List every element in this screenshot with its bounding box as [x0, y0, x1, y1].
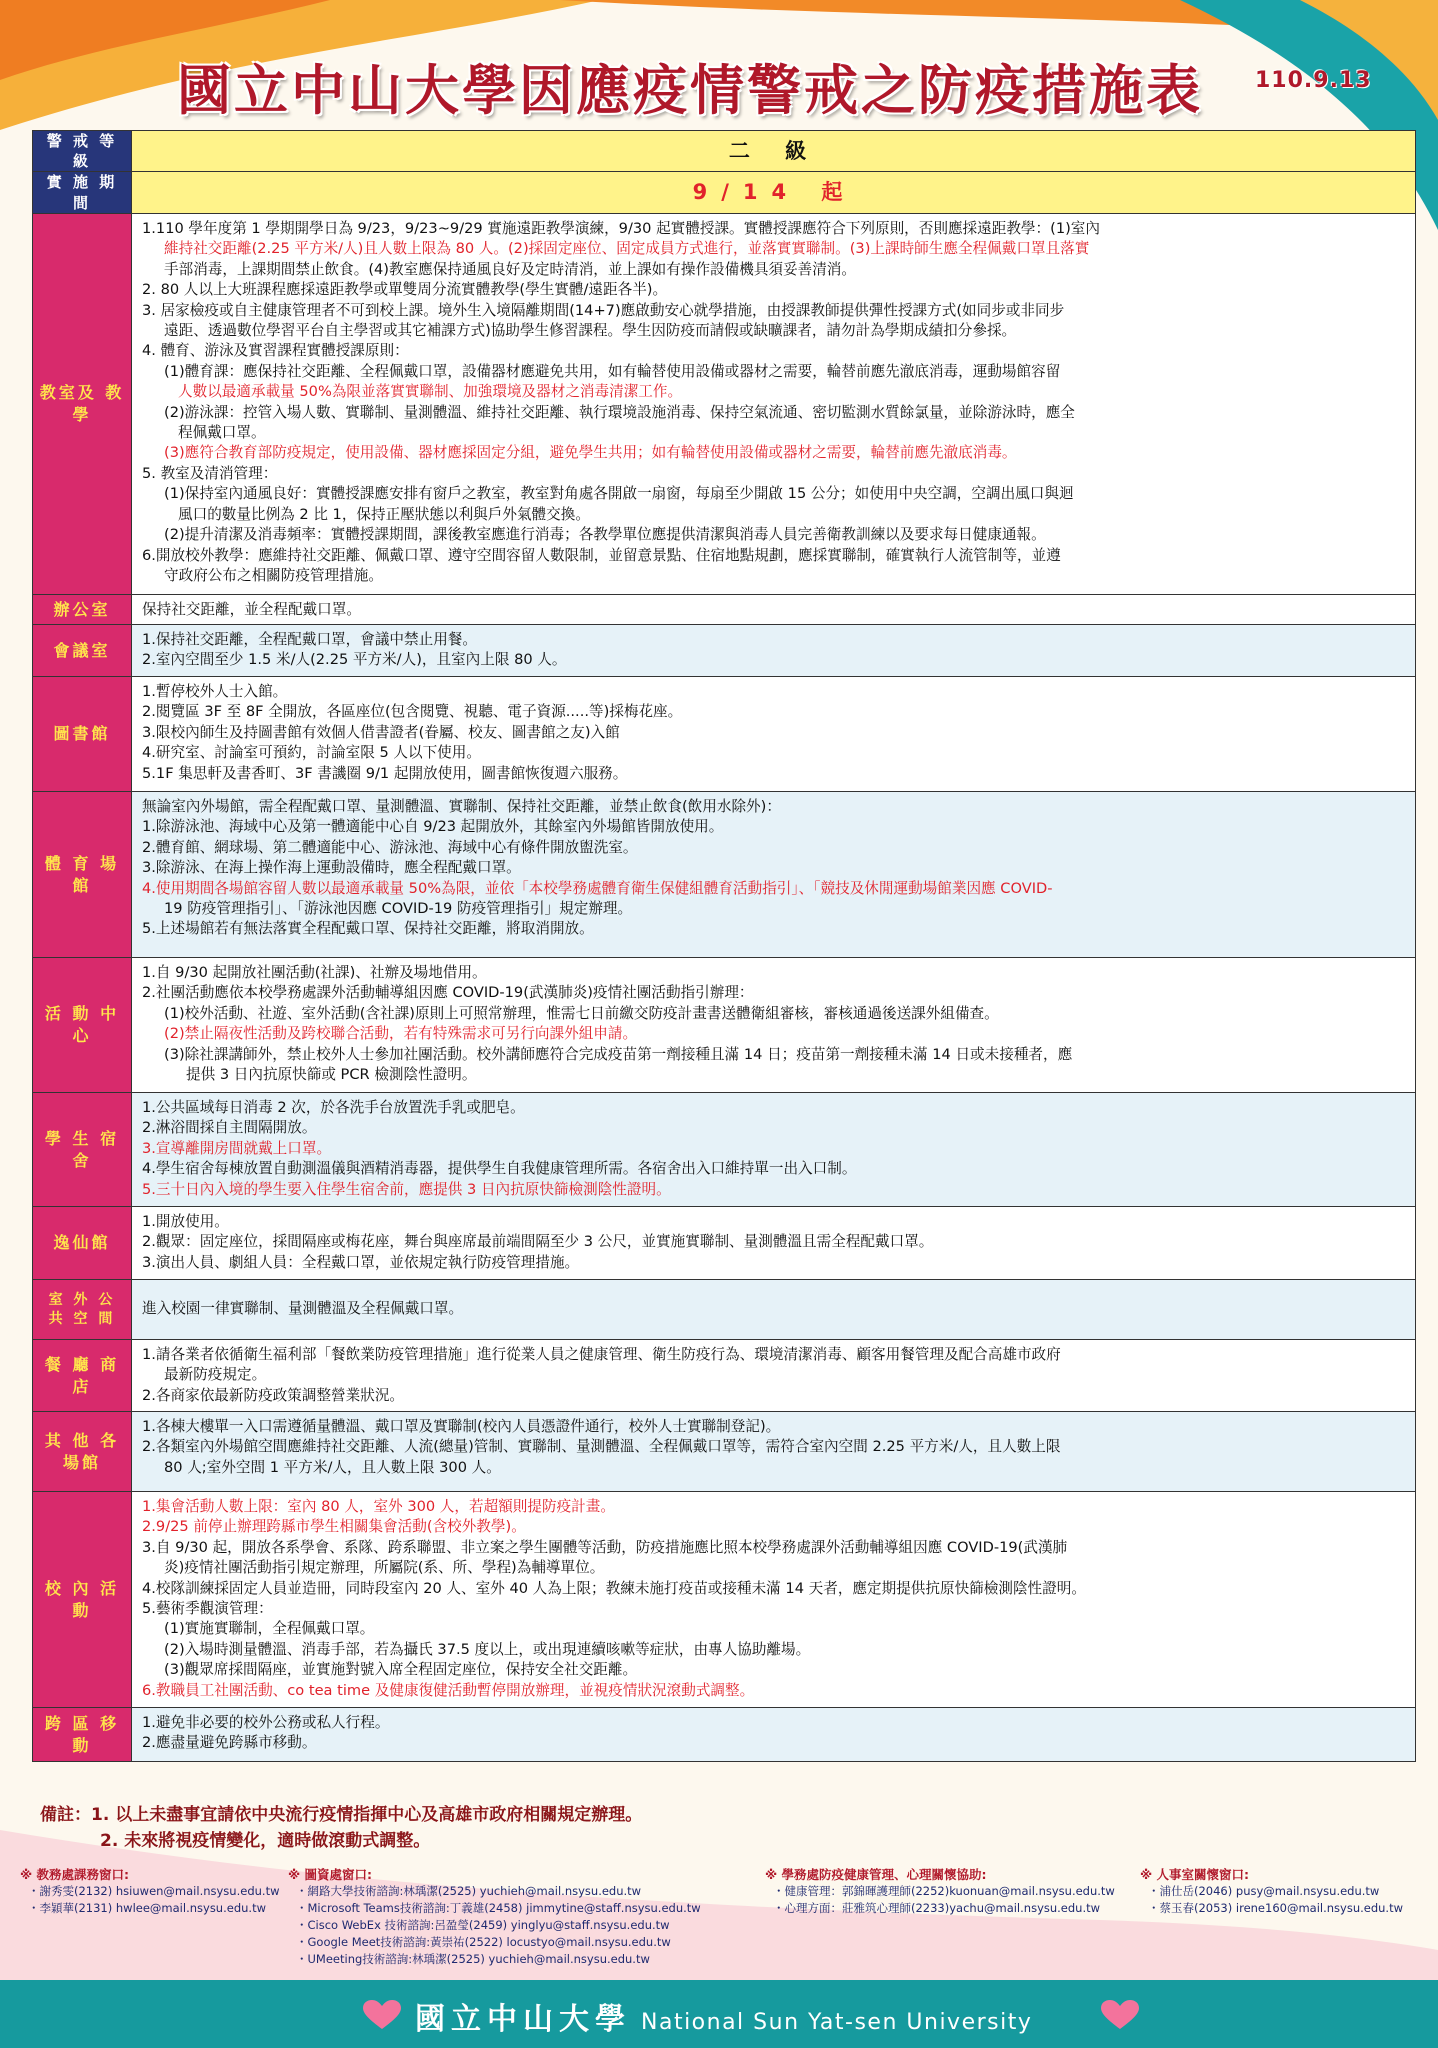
footer-name-en: National Sun Yat-sen University [641, 2010, 1033, 2035]
dorm-line-4: 4.學生宿舍每棟放置自動測溫儀與酒精消毒器，提供學生自我健康管理所需。各宿舍出入口維持單一出入口制。 [142, 1160, 857, 1178]
label-classroom: 教室及 教 學 [33, 214, 132, 594]
yatsen-line-1: 1.開放使用。 [142, 1213, 229, 1230]
cross-line-1: 1.避免非必要的校外公務或私人行程。 [142, 1714, 390, 1731]
row-dormitory [32, 1093, 1416, 1207]
contact-line: ・李穎華(2131) hwlee@mail.nsysu.edu.tw [28, 1901, 266, 1915]
library-line-2: 2.閱覽區 3F 至 8F 全開放，各區座位(包含閱覽、視聽、電子資源.....等)採梅花座。 [142, 703, 683, 721]
classroom-line-12: (3)應符合教育部防疫規定，使用設備、器材應採固定分組，避免學生共用；如有輪替使用設備或器材之需要，輪替前應先澈底消毒。 [164, 444, 1017, 462]
sports-line-1: 無論室內外場館，需全程配戴口罩、量測體溫、實聯制、保持社交距離，並禁止飲食(飲用水除外)： [142, 798, 781, 815]
restaurant-line-3: 2.各商家依最新防疫政策調整營業狀況。 [142, 1386, 405, 1404]
row-restaurants [32, 1340, 1416, 1412]
sports-line-2: 1.除游泳池、海域中心及第一體適能中心自 9/23 起開放外，其餘室內外場館皆開放使用。 [142, 818, 724, 836]
label-alert-level: 警 戒 等 級 [33, 131, 132, 171]
contact-line: ・健康管理：郭錦暉護理師(2252)kuonuan@mail.nsysu.edu.tw [773, 1884, 1115, 1898]
campus-line-1: 1.集會活動人數上限：室內 80 人，室外 300 人，若超額則提防疫計畫。 [142, 1498, 615, 1515]
activity-line-2: 2.社團活動應依本校學務處課外活動輔導組因應 COVID-19(武漢肺炎)疫情社團活動指引辦理： [142, 984, 754, 1002]
classroom-line-18: 守政府公布之相關防疫管理措施。 [164, 566, 383, 584]
cross-line-2: 2.應盡量避免跨縣市移動。 [142, 1734, 317, 1752]
footer-university-name [415, 1994, 1032, 2038]
activity-center-content [132, 958, 1415, 1092]
library-line-5: 5.1F 集思軒及書香町、3F 書譏圈 9/1 起開放使用，圖書館恢復週六服務。 [142, 764, 628, 782]
label-sports: 體 育 場 館 [33, 792, 132, 957]
yatsen-line-3: 3.演出人員、劇組人員：全程戴口罩，並依規定執行防疫管理措施。 [142, 1253, 580, 1271]
row-sports [32, 792, 1416, 958]
contact-line: ・心理方面：莊雅筑心理師(2233)yachu@mail.nsysu.edu.tw [773, 1901, 1101, 1915]
sports-line-3: 2.體育館、網球場、第二體適能中心、游泳池、海域中心有條件開放盥洗室。 [142, 838, 638, 856]
row-office [32, 595, 1416, 625]
contact-personnel-heading: ※ 人事室關懷窗口: [1140, 1867, 1250, 1882]
classroom-line-17: 6.開放校外教學：應維持社交距離、佩戴口罩、遵守空間容留人數限制，並留意景點、住宿地點規劃，應採實聯制，確實執行人流管制等，並遵 [142, 546, 1061, 564]
classroom-line-7: 4. 體育、游泳及實習課程實體授課原則： [142, 342, 409, 360]
sports-line-4: 3.除游泳、在海上操作海上運動設備時，應全程配戴口罩。 [142, 859, 521, 877]
dorm-line-2: 2.淋浴間採自主間隔開放。 [142, 1119, 317, 1137]
measures-table [32, 130, 1416, 1762]
office-line-1: 保持社交距離，並全程配戴口罩。 [142, 601, 361, 618]
classroom-line-16: (2)提升清潔及消毒頻率：實體授課期間，課後教室應進行消毒；各教學單位應提供清潔與消毒人員完善衛教訓練以及要求每日健康通報。 [164, 526, 1046, 544]
other-venues-content [132, 1412, 1415, 1491]
classroom-line-11: 程佩戴口罩。 [178, 424, 266, 442]
label-office: 辦公室 [33, 595, 132, 624]
dormitory-content [132, 1093, 1415, 1206]
header [0, 0, 1438, 125]
footer [0, 1980, 1438, 2048]
meeting-room-content [132, 625, 1415, 676]
row-other-venues [32, 1412, 1416, 1492]
label-dormitory: 學 生 宿 舍 [33, 1093, 132, 1206]
contact-line: ・Google Meet技術諮詢:黃崇祐(2522) locustyo@mail.nsysu.edu.tw [296, 1935, 671, 1949]
library-line-1: 1.暫停校外人士入館。 [142, 683, 288, 700]
classroom-line-5: 3. 居家檢疫或自主健康管理者不可到校上課。境外生入境隔離期間(14+7)應啟動安心就學措施，由授課教師提供彈性授課方式(如同步或非同步 [142, 301, 1065, 319]
classroom-line-4: 2. 80 人以上大班課程應採遠距教學或單雙周分流實體教學(學生實體/遠距各半)。 [142, 281, 668, 299]
restaurant-line-1: 1.請各業者依循衛生福利部「餐飲業防疫管理措施」進行從業人員之健康管理、衛生防疫行為、環境清潔消毒、顧客用餐管理及配合高雄市政府 [142, 1346, 1061, 1363]
label-cross-region: 跨 區 移 動 [33, 1708, 132, 1761]
sports-line-6: 19 防疫管理指引」、「游泳池因應 COVID-19 防疫管理指引」規定辦理。 [164, 900, 633, 918]
row-cross-region [32, 1708, 1416, 1762]
sports-content [132, 792, 1415, 957]
sports-line-7: 5.上述場館若有無法落實全程配戴口罩、保持社交距離，將取消開放。 [142, 920, 594, 938]
remarks [40, 1802, 642, 1854]
row-period [32, 172, 1416, 214]
outdoor-line-1: 進入校園一律實聯制、量測體溫及全程佩戴口罩。 [142, 1300, 464, 1318]
row-activity-center [32, 958, 1416, 1093]
period-value: 9/14 起 [132, 172, 1415, 213]
dorm-line-5: 5.三十日內入境的學生要入住學生宿舍前，應提供 3 日內抗原快篩檢測陰性證明。 [142, 1180, 671, 1198]
library-line-3: 3.限校內師生及持圖書館有效個人借書證者(眷屬、校友、圖書館之友)入館 [142, 723, 620, 741]
contact-student-affairs [765, 1866, 1115, 1917]
classroom-line-3: 手部消毒，上課期間禁止飲食。(4)教室應保持通風良好及定時清消，並上課如有操作設備機具須妥善清消。 [164, 260, 856, 278]
campus-line-6: 5.藝術季觀演管理： [142, 1600, 273, 1618]
library-content [132, 677, 1415, 791]
label-outdoor-space: 室 外 公 共 空 間 [33, 1280, 132, 1339]
classroom-line-1: 1.110 學年度第 1 學期開學日為 9/23，9/23~9/29 實施遠距教學演練，9/30 起實體授課。實體授課應符合下列原則，否則應採遠距教學：(1)室內 [142, 220, 1100, 237]
issue-date: 110.9.13 [1255, 68, 1372, 93]
classroom-line-2: 維持社交距離(2.25 平方米/人)且人數上限為 80 人。(2)採固定座位、固定成員方式進行，並落實實聯制。(3)上課時師生應全程佩戴口罩且落實 [164, 240, 1090, 258]
activity-line-6: 提供 3 日內抗原快篩或 PCR 檢測陰性證明。 [186, 1066, 477, 1084]
remark-2: 2. 未來將視疫情變化，適時做滾動式調整。 [100, 1831, 431, 1851]
contact-personnel [1140, 1866, 1403, 1917]
label-other-venues: 其 他 各場館 [33, 1412, 132, 1491]
label-campus-activities: 校 內 活 動 [33, 1492, 132, 1707]
restaurant-line-2: 最新防疫規定。 [164, 1366, 267, 1384]
library-line-4: 4.研究室、討論室可預約，討論室限 5 人以下使用。 [142, 744, 481, 762]
other-line-2: 2.各類室內外場館空間應維持社交距離、人流(總量)管制、實聯制、量測體溫、全程佩戴口罩等，需符合室內空間 2.25 平方米/人，且人數上限 [142, 1438, 1061, 1456]
heart-icon [1100, 2000, 1140, 2030]
alert-level-value: 二 級 [132, 131, 1415, 171]
classroom-line-15: 風口的數量比例為 2 比 1，保持正壓狀態以利與戶外氣體交換。 [178, 505, 590, 523]
row-library [32, 677, 1416, 792]
contact-academic [20, 1866, 279, 1917]
campus-line-4: 炎)疫情社團活動指引規定辦理，所屬院(系、所、學程)為輔導單位。 [164, 1559, 605, 1577]
row-alert-level [32, 130, 1416, 172]
classroom-line-8: (1)體育課：應保持社交距離、全程佩戴口罩，設備器材應避免共用，如有輪替使用設備或器材之需要，輪替前應先澈底消毒，運動場館容留 [164, 362, 1061, 380]
footer-name-zh: 國立中山大學 [415, 2002, 631, 2037]
classroom-line-9: 人數以最適承載量 50%為限並落實實聯制、加強環境及器材之消毒清潔工作。 [178, 383, 683, 401]
meeting-line-2: 2.室內空間至少 1.5 米/人(2.25 平方米/人)，且室內上限 80 人。 [142, 651, 567, 669]
activity-line-5: (3)除社課講師外，禁止校外人士參加社團活動。校外講師應符合完成疫苗第一劑接種且滿 14 日；疫苗第一劑接種未滿 14 日或未接種者，應 [164, 1045, 1073, 1063]
campus-line-10: 6.教職員工社團活動、co tea time 及健康復健活動暫停開放辦理，並視疫情狀況滾動式調整。 [142, 1681, 755, 1699]
campus-line-3: 3.自 9/30 起，開放各系學會、系隊、跨系聯盟、非立案之學生團體等活動，防疫措施應比照本校學務處課外活動輔導組因應 COVID-19(武漢肺 [142, 1538, 1068, 1556]
activity-line-3: (1)校外活動、社遊、室外活動(含社課)原則上可照常辦理，惟需七日前繳交防疫計畫書送體衛組審核，審核通過後送課外組備查。 [164, 1004, 999, 1022]
restaurants-content [132, 1340, 1415, 1411]
heart-icon [362, 2000, 402, 2030]
classroom-line-13: 5. 教室及清消管理： [142, 464, 278, 482]
dorm-line-3: 3.宣導離開房間就戴上口罩。 [142, 1139, 332, 1157]
label-activity-center: 活 動 中 心 [33, 958, 132, 1092]
classroom-line-6: 遠距、透過數位學習平台自主學習或其它補課方式)協助學生修習課程。學生因防疫而請假或缺曠課者，請勿計為學期成績扣分參採。 [164, 322, 1017, 340]
other-line-3: 80 人;室外空間 1 平方米/人，且人數上限 300 人。 [164, 1458, 501, 1476]
campus-line-8: (2)入場時測量體溫、消毒手部，若為攝氏 37.5 度以上，或出現連續咳嗽等症狀，由專人協助離場。 [164, 1640, 811, 1658]
row-classroom [32, 214, 1416, 595]
meeting-line-1: 1.保持社交距離，全程配戴口罩，會議中禁止用餐。 [142, 631, 477, 648]
contact-line: ・蔡玉春(2053) irene160@mail.nsysu.edu.tw [1148, 1901, 1404, 1915]
contact-academic-heading: ※ 教務處課務窗口: [20, 1867, 130, 1882]
campus-line-9: (3)觀眾席採間隔座，並實施對號入席全程固定座位，保持安全社交距離。 [164, 1661, 638, 1679]
classroom-line-10: (2)游泳課：控管入場人數、實聯制、量測體溫、維持社交距離、執行環境設施消毒、保持空氣流通、密切監測水質餘氯量，並除游泳時，應全 [164, 403, 1075, 421]
office-content [132, 595, 1415, 624]
campus-line-2: 2.9/25 前停止辦理跨縣市學生相關集會活動(含校外教學)。 [142, 1518, 526, 1536]
activity-line-1: 1.自 9/30 起開放社團活動(社課)、社辦及場地借用。 [142, 964, 487, 981]
classroom-line-14: (1)保持室內通風良好：實體授課應安排有窗戶之教室，教室對角處各開啟一扇窗，每扇至少開啟 15 公分；如使用中央空調，空調出風口與迴 [164, 485, 1074, 503]
contact-student-heading: ※ 學務處防疫健康管理、心理關懷協助: [765, 1867, 987, 1882]
sports-line-5: 4.使用期間各場館容留人數以最適承載量 50%為限，並依「本校學務處體育衛生保健組體育活動指引」、「競技及休閒運動場館業因應 COVID- [142, 879, 1053, 897]
row-meeting-room [32, 625, 1416, 677]
remark-1: 備註：1. 以上未盡事宜請依中央流行疫情指揮中心及高雄市政府相關規定辦理。 [40, 1805, 643, 1825]
yatsen-hall-content [132, 1207, 1415, 1279]
row-yatsen-hall [32, 1207, 1416, 1280]
dorm-line-1: 1.公共區域每日消毒 2 次，於各洗手台放置洗手乳或肥皂。 [142, 1099, 525, 1116]
label-yatsen-hall: 逸仙館 [33, 1207, 132, 1279]
yatsen-line-2: 2.觀眾：固定座位，採間隔座或梅花座，舞台與座席最前端間隔至少 3 公尺，並實施實聯制、量測體溫且需全程配戴口罩。 [142, 1233, 934, 1251]
campus-line-5: 4.校隊訓練採固定人員並造冊，同時段室內 20 人、室外 40 人為上限；教練未施打疫苗或接種未滿 14 天者，應定期提供抗原快篩檢測陰性證明。 [142, 1579, 1086, 1597]
classroom-content [132, 214, 1415, 594]
contact-line: ・Cisco WebEx 技術諮詢:呂盈瑩(2459) yinglyu@staff.nsysu.edu.tw [296, 1918, 670, 1932]
campus-activities-content [132, 1492, 1415, 1707]
label-period: 實 施 期 間 [33, 172, 132, 213]
label-restaurants: 餐 廳 商 店 [33, 1340, 132, 1411]
label-library: 圖書館 [33, 677, 132, 791]
other-line-1: 1.各棟大樓單一入口需遵循量體溫、戴口罩及實聯制(校內人員憑證件通行，校外人士實聯制登記)。 [142, 1418, 781, 1435]
page-title: 國立中山大學因應疫情警戒之防疫措施表 [177, 58, 1203, 122]
contact-line: ・UMeeting技術諮詢:林瑀潔(2525) yuchieh@mail.nsysu.edu.tw [296, 1952, 650, 1966]
row-campus-activities [32, 1492, 1416, 1708]
contact-line: ・謝秀雯(2132) hsiuwen@mail.nsysu.edu.tw [28, 1884, 280, 1898]
cross-region-content [132, 1708, 1415, 1761]
contact-line: ・浦仕岳(2046) pusy@mail.nsysu.edu.tw [1148, 1884, 1380, 1898]
row-outdoor-space [32, 1280, 1416, 1340]
contact-line: ・網路大學技術諮詢:林瑀潔(2525) yuchieh@mail.nsysu.edu.tw [296, 1884, 642, 1898]
label-meeting-room: 會議室 [33, 625, 132, 676]
activity-line-4: (2)禁止隔夜性活動及跨校聯合活動，若有特殊需求可另行向課外組申請。 [164, 1025, 638, 1043]
campus-line-7: (1)實施實聯制，全程佩戴口罩。 [164, 1620, 375, 1638]
contact-library-heading: ※ 圖資處窗口: [288, 1867, 373, 1882]
contact-line: ・Microsoft Teams技術諮詢:丁義雄(2458) jimmytine@staff.nsysu.edu.tw [296, 1901, 701, 1915]
contact-library-it [288, 1866, 701, 1968]
outdoor-space-content [132, 1280, 1415, 1339]
